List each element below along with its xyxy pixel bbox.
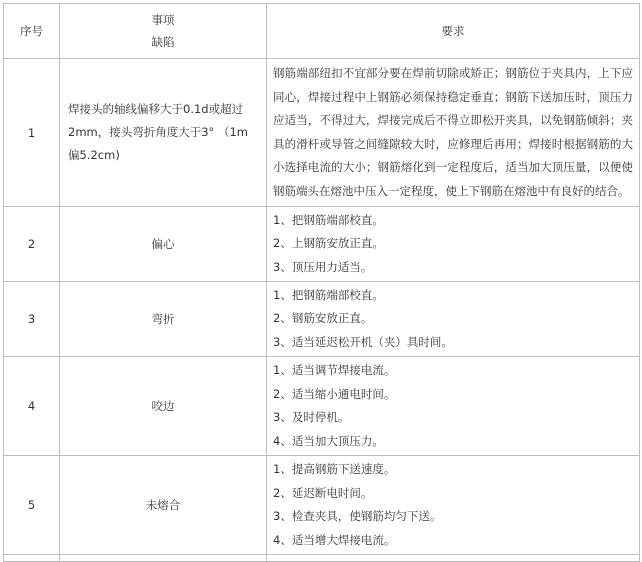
table-row xyxy=(4,456,640,555)
row-requirement xyxy=(267,456,640,555)
requirement-line: 4、适当增大焊接电流。 xyxy=(273,532,396,547)
row-requirement xyxy=(267,357,640,456)
table-header-row xyxy=(4,4,640,59)
header-item-line2: 缺陷 xyxy=(151,35,175,49)
requirement-line: 钢筋端部纽扣不宜部分要在焊前切除或矫正；钢筋位于夹具内，上下应同心，焊接过程中上钢筋必须保持稳定垂直；钢筋下送加压时，顶压力应适当，不得过大，焊接完成后不得立即松开夹具，以免钢筋倾斜；夹具的滑杆或导管之间缝隙较大时，应修理后再用；焊接时根据钢筋的大小选择电流的大小；钢筋熔化到一定程度后，适当加大顶压量，以便使钢筋端头在熔池中压入一定程度，使上下钢筋在熔池中有良好的结合。 xyxy=(273,66,633,198)
row-defect: 弯折 xyxy=(60,282,267,357)
requirement-line: 2、适当缩小通电时间。 xyxy=(273,386,396,401)
requirement-line: 4、适当加大顶压力。 xyxy=(273,433,384,448)
empty-cell xyxy=(60,555,267,562)
row-requirement xyxy=(267,282,640,357)
row-no: 2 xyxy=(4,207,60,282)
requirement-line: 1、适当调节焊接电流。 xyxy=(273,363,396,377)
defects-table xyxy=(3,3,640,562)
row-requirement xyxy=(267,207,640,282)
requirement-line: 2、延迟断电时间。 xyxy=(273,485,373,500)
empty-cell xyxy=(267,555,640,562)
requirement-line: 1、把钢筋端部校直。 xyxy=(273,287,384,302)
row-requirement xyxy=(267,59,640,207)
requirement-line: 3、顶压用力适当。 xyxy=(273,259,373,274)
requirement-line: 2、钢筋安放正直。 xyxy=(273,311,373,326)
requirement-line: 3、检查夹具，使钢筋均匀下送。 xyxy=(273,509,442,523)
table-row xyxy=(4,59,640,207)
header-requirement: 要求 xyxy=(267,4,640,59)
header-item-line1: 事项 xyxy=(151,13,175,27)
header-no: 序号 xyxy=(4,4,60,59)
row-no: 5 xyxy=(4,456,60,555)
header-item xyxy=(60,4,267,59)
row-no: 4 xyxy=(4,357,60,456)
row-no: 3 xyxy=(4,282,60,357)
row-defect: 咬边 xyxy=(60,357,267,456)
row-defect: 偏心 xyxy=(60,207,267,282)
requirement-line: 3、适当延迟松开机（夹）具时间。 xyxy=(273,334,453,349)
row-no: 1 xyxy=(4,59,60,207)
requirement-line: 3、及时停机。 xyxy=(273,410,350,424)
table-row xyxy=(4,207,640,282)
requirement-line: 2、上钢筋安放正直。 xyxy=(273,236,384,251)
table-row xyxy=(4,282,640,357)
row-defect: 焊接头的轴线偏移大于0.1d或超过2mm，接头弯折角度大于3° （1m偏5.2cm) xyxy=(60,59,267,207)
row-defect: 未熔合 xyxy=(60,456,267,555)
requirement-line: 1、提高钢筋下送速度。 xyxy=(273,462,396,476)
table-row xyxy=(4,357,640,456)
table-row-partial xyxy=(4,555,640,562)
requirement-line: 1、把钢筋端部校直。 xyxy=(273,212,384,227)
empty-cell xyxy=(4,555,60,562)
